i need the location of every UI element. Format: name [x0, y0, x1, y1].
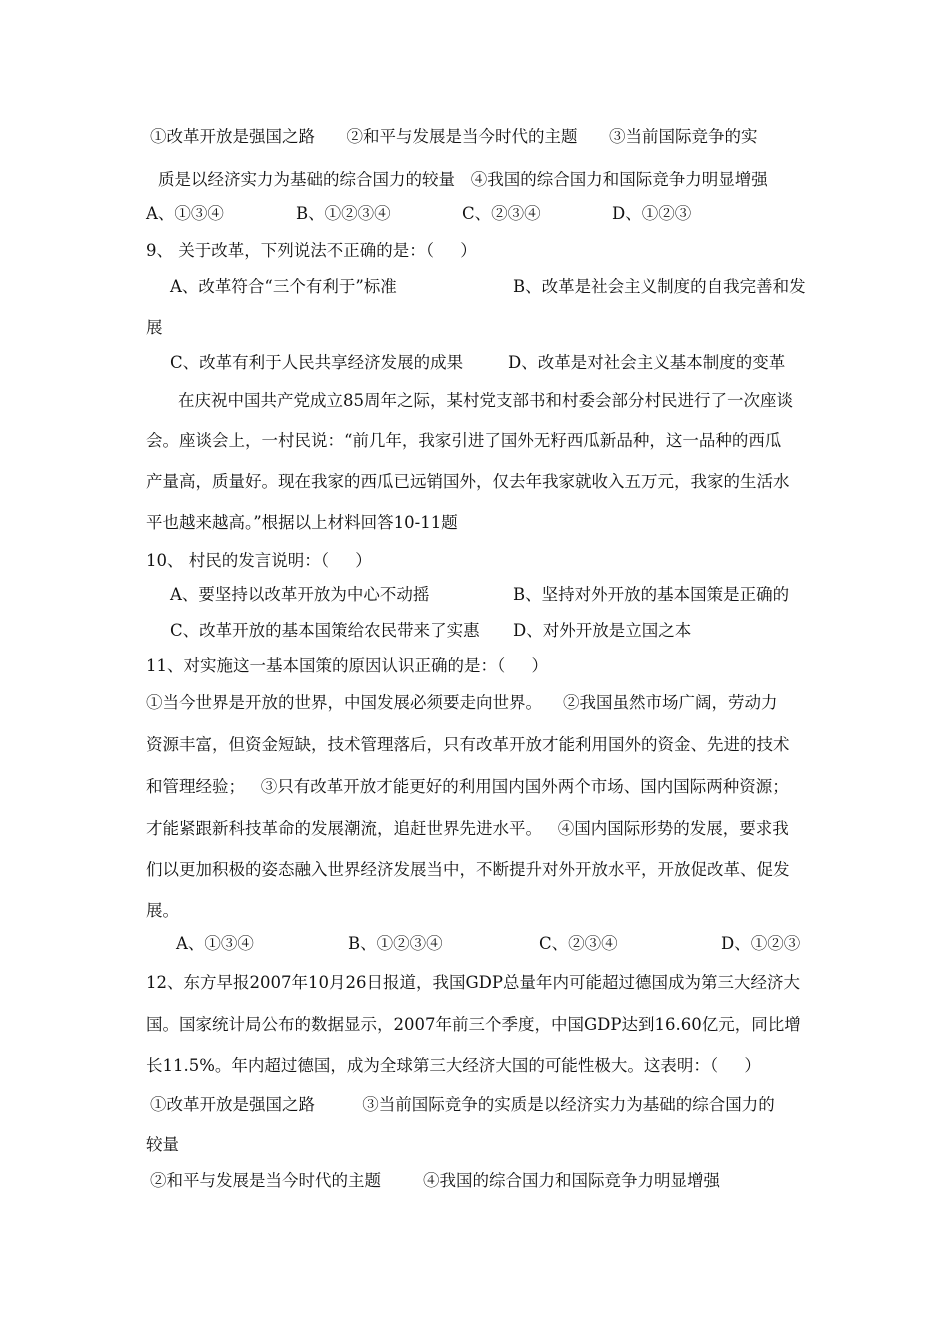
q10-option-b: B、坚持对外开放的基本国策是正确的 — [513, 585, 790, 604]
q10-option-d: D、对外开放是立国之本 — [513, 621, 692, 640]
q11-option-c: C、②③④ — [539, 934, 618, 953]
q10-option-a: A、要坚持以改革开放为中心不动摇 — [170, 585, 430, 604]
q9-option-a: A、改革符合“三个有利于”标准 — [170, 277, 397, 296]
material-line-2: 会。座谈会上，一村民说：“前几年，我家引进了国外无籽西瓜新品种，这一品种的西瓜 — [146, 431, 782, 450]
q8-option-d: D、①②③ — [612, 204, 692, 223]
q9-option-c: C、改革有利于人民共享经济发展的成果 — [170, 353, 464, 372]
q9-stem: 9、 关于改革，下列说法不正确的是：（ ） — [146, 241, 477, 260]
q8-option-a: A、①③④ — [146, 204, 224, 223]
q12-line-4: ①改革开放是强国之路 ③当前国际竞争的实质是以经济实力为基础的综合国力的 — [150, 1095, 775, 1114]
q11-option-d: D、①②③ — [721, 934, 801, 953]
q9-option-b-continued: 展 — [146, 318, 163, 337]
q9-option-b: B、改革是社会主义制度的自我完善和发 — [513, 277, 806, 296]
material-line-3: 产量高，质量好。现在我家的西瓜已远销国外，仅去年我家就收入五万元，我家的生活水 — [146, 472, 790, 491]
q11-statement-line-2: 资源丰富，但资金短缺，技术管理落后，只有改革开放才能利用国外的资金、先进的技术 — [146, 735, 790, 754]
q12-line-3: 长11.5%。年内超过德国，成为全球第三大经济大国的可能性极大。这表明：（ ） — [146, 1056, 761, 1075]
q11-statement-line-4: 才能紧跟新科技革命的发展潮流，追赶世界先进水平。 ④国内国际形势的发展，要求我 — [146, 819, 789, 838]
material-line-1: 在庆祝中国共产党成立85周年之际，某村党支部书和村委会部分村民进行了一次座谈 — [178, 391, 793, 410]
q10-option-c: C、改革开放的基本国策给农民带来了实惠 — [170, 621, 480, 640]
q11-option-b: B、①②③④ — [348, 934, 443, 953]
q8-option-c: C、②③④ — [462, 204, 541, 223]
q12-line-1: 12、东方早报2007年10月26日报道，我国GDP总量年内可能超过德国成为第三大经济大 — [146, 973, 800, 992]
q11-statement-line-3: 和管理经验； ③只有改革开放才能更好的利用国内国外两个市场、国内国际两种资源； — [146, 777, 789, 796]
q8-statement-line-1: ①改革开放是强国之路 ②和平与发展是当今时代的主题 ③当前国际竞争的实 — [150, 127, 758, 146]
q11-statement-line-5: 们以更加积极的姿态融入世界经济发展当中，不断提升对外开放水平，开放促改革、促发 — [146, 860, 790, 879]
q8-option-b: B、①②③④ — [296, 204, 391, 223]
q12-line-2: 国。国家统计局公布的数据显示，2007年前三个季度，中国GDP达到16.60亿元，同比增 — [146, 1015, 801, 1034]
q9-option-d: D、改革是对社会主义基本制度的变革 — [508, 353, 786, 372]
q8-statement-line-2: 质是以经济实力为基础的综合国力的较量 ④我国的综合国力和国际竞争力明显增强 — [158, 170, 768, 189]
q11-option-a: A、①③④ — [176, 934, 254, 953]
q11-statement-line-1: ①当今世界是开放的世界，中国发展必须要走向世界。 ②我国虽然市场广阔，劳动力 — [146, 693, 778, 712]
material-line-4: 平也越来越高。”根据以上材料回答10-11题 — [146, 513, 458, 532]
q10-stem: 10、 村民的发言说明：（ ） — [146, 551, 372, 570]
q11-stem: 11、对实施这一基本国策的原因认识正确的是：（ ） — [146, 656, 548, 675]
q11-statement-line-6: 展。 — [146, 901, 179, 920]
q12-line-6: ②和平与发展是当今时代的主题 ④我国的综合国力和国际竞争力明显增强 — [150, 1171, 720, 1190]
q12-line-5: 较量 — [146, 1135, 179, 1154]
